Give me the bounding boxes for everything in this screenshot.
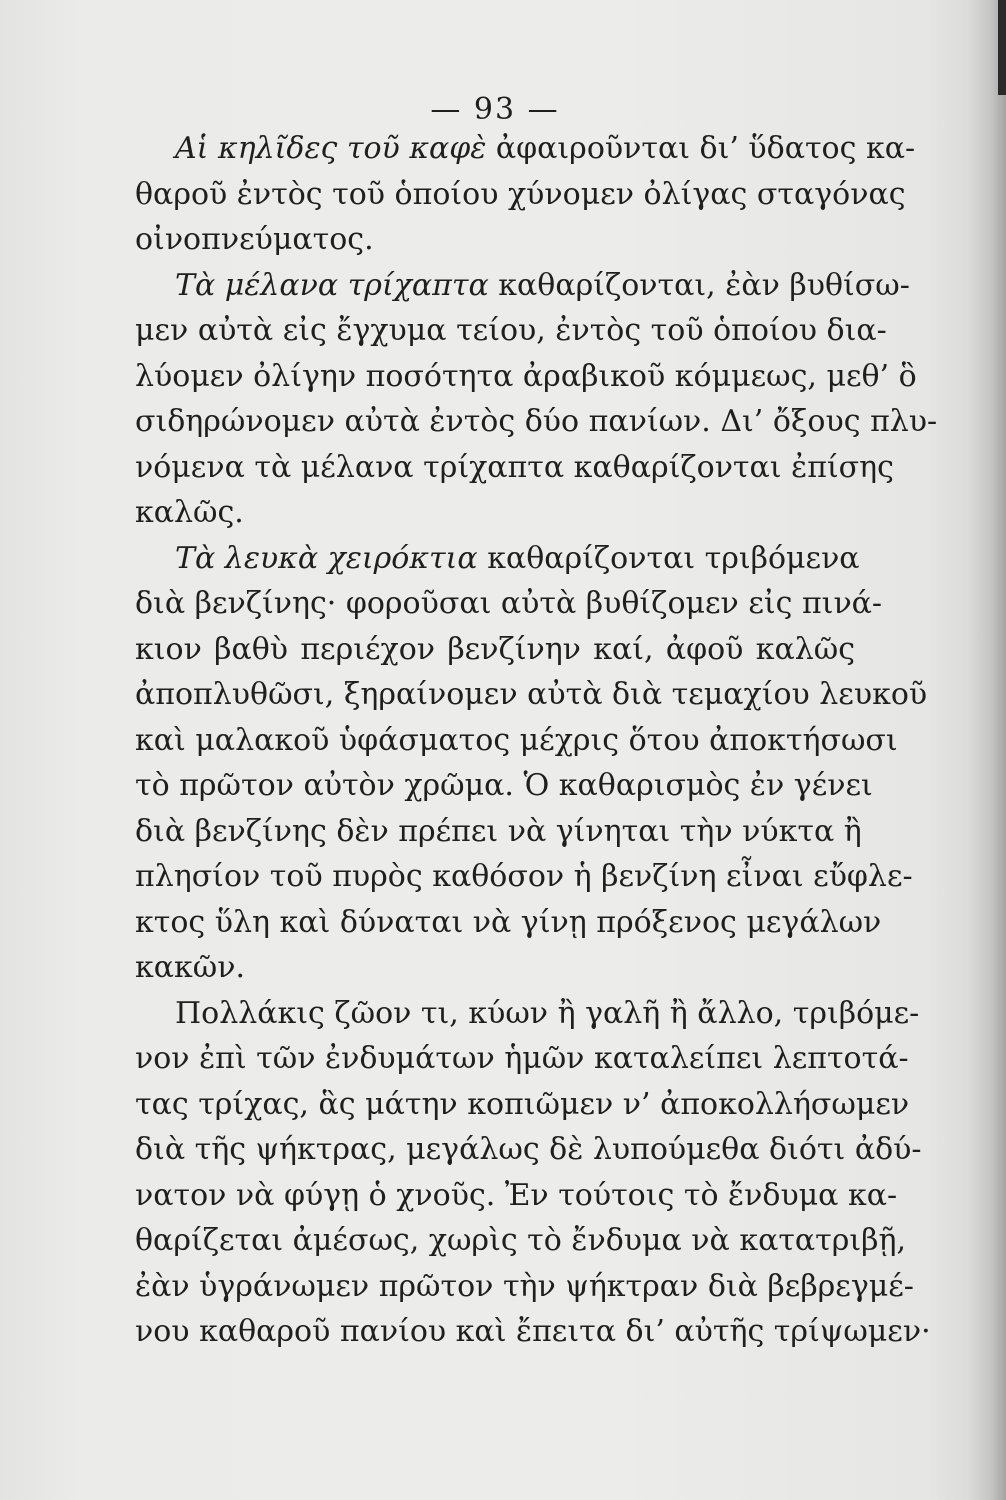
- text-line: σιδηρώνομεν αὐτὰ ἐντὸς δύο πανίων. Δι’ ὄξους πλυ-: [135, 404, 938, 439]
- text-line: διὰ βενζίνης· φοροῦσαι αὐτὰ βυθίζομεν εἰς πινά-: [135, 586, 883, 621]
- text-line: ἀποπλυθῶσι, ξηραίνομεν αὐτὰ διὰ τεμαχίου λευκοῦ: [135, 677, 928, 712]
- text-line: νατον νὰ φύγῃ ὁ χνοῦς. Ἐν τούτοις τὸ ἔνδυμα κα-: [135, 1177, 898, 1213]
- text-line: ἐὰν ὑγράνωμεν πρῶτον τὴν ψήκτραν διὰ βεβρεγμέ-: [135, 1268, 914, 1304]
- line-text: ἀφαιροῦνται δι’ ὕδατος κα-: [486, 131, 916, 166]
- italic-heading: Αἱ κηλῖδες τοῦ καφὲ: [175, 131, 487, 166]
- text-line: θαροῦ ἐντὸς τοῦ ὁποίου χύνομεν ὀλίγας σταγόνας: [135, 176, 906, 212]
- line-text: καθαρίζονται τριβόμενα: [477, 540, 860, 576]
- page-number: — 93 —: [430, 92, 560, 127]
- text-line: πλησίον τοῦ πυρὸς καθόσον ἡ βενζίνη εἶναι εὔφλε-: [135, 859, 913, 894]
- text-line: οἰνοπνεύματος.: [135, 222, 374, 257]
- text-line: λύομεν ὀλίγην ποσότητα ἀραβικοῦ κόμμεως, μεθ’ ὃ: [135, 358, 917, 394]
- text-line: νου καθαροῦ πανίου καὶ ἔπειτα δι’ αὐτῆς τρίψωμεν·: [135, 1314, 931, 1349]
- text-line: κακῶν.: [135, 950, 245, 985]
- line-text: καθαρίζονται, ἐὰν βυθίσω-: [488, 267, 910, 303]
- italic-heading: Τὰ λευκὰ χειρόκτια: [175, 540, 478, 576]
- text-line: καὶ μαλακοῦ ὑφάσματος μέχρις ὅτου ἀποκτήσωσι: [135, 722, 898, 758]
- text-line: κιον βαθὺ περιέχον βενζίνην καί, ἀφοῦ καλῶς: [135, 631, 855, 667]
- text-line: [135, 536, 860, 582]
- text-line: Πολλάκις ζῶον τι, κύων ἢ γαλῆ ἢ ἄλλο, τριβόμε-: [175, 995, 920, 1031]
- text-line: καλῶς.: [135, 495, 244, 530]
- text-line: διὰ βενζίνης δὲν πρέπει νὰ γίνηται τὴν νύκτα ἢ: [135, 813, 862, 849]
- italic-heading: Τὰ μέλανα τρίχαπτα: [175, 267, 489, 303]
- page-edge-shadow: [968, 0, 1006, 1500]
- text-line: τας τρίχας, ἃς μάτην κοπιῶμεν ν’ ἀποκολλήσωμεν: [135, 1086, 910, 1122]
- text-line: θαρίζεται ἀμέσως, χωρὶς τὸ ἔνδυμα νὰ κατατριβῇ,: [135, 1223, 907, 1258]
- text-line: [135, 126, 916, 172]
- text-line: νον ἐπὶ τῶν ἐνδυμάτων ἡμῶν καταλείπει λεπτοτά-: [135, 1041, 909, 1076]
- page-edge-mark: [998, 0, 1006, 95]
- text-line: νόμενα τὰ μέλανα τρίχαπτα καθαρίζονται ἐπίσης: [135, 449, 894, 485]
- text-line: [135, 263, 910, 309]
- text-line: τὸ πρῶτον αὐτὸν χρῶμα. Ὁ καθαρισμὸς ἐν γένει: [135, 768, 873, 803]
- text-line: μεν αὐτὰ εἰς ἔγχυμα τείου, ἐντὸς τοῦ ὁποίου δια-: [135, 313, 887, 348]
- text-line: διὰ τῆς ψήκτρας, μεγάλως δὲ λυπούμεθα διότι ἀδύ-: [135, 1132, 922, 1167]
- body-text: [135, 126, 938, 1355]
- text-line: κτος ὕλη καὶ δύναται νὰ γίνῃ πρόξενος μεγάλων: [135, 904, 882, 940]
